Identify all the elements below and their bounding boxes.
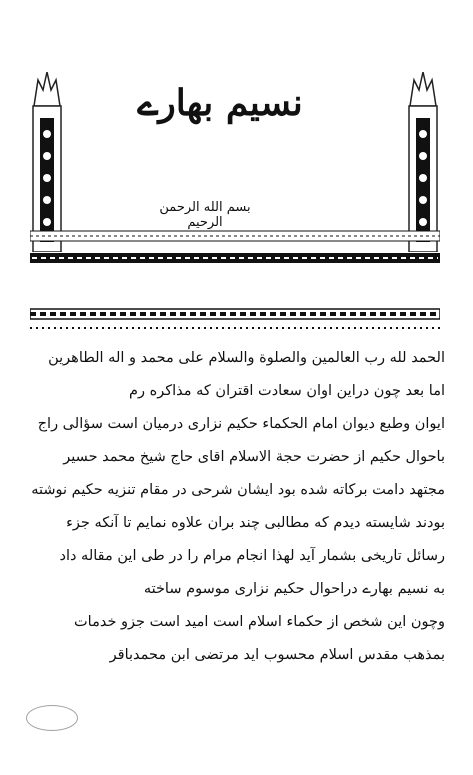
upper-decorative-band	[30, 230, 440, 242]
text-line-10: بمذهب مقدس اسلام محسوب اید مرتضی ابن محمدباقر	[109, 647, 445, 663]
left-ornamental-tower	[30, 72, 64, 252]
lower-decorative-band	[30, 308, 440, 320]
text-line-9: وچون این شخص از حکماء اسلام است امید است جزو خدمات	[74, 614, 445, 630]
text-line-5: مجتهد دامت برکاته شده بود ایشان شرحی در مقام تنزیه حکیم نوشته	[31, 482, 445, 498]
bismillah: بسم الله الرحمن الرحیم	[159, 200, 251, 230]
text-line-7: رسائل تاریخی بشمار آید لهذا انجام مرام را در طی این مقاله داد	[59, 548, 445, 564]
text-line-8: به نسیم بهارے دراحوال حکیم نزاری موسوم ساخته	[143, 581, 445, 597]
ink-stamp-mark	[26, 705, 78, 731]
text-line-1: الحمد لله رب العالمین والصلوة والسلام علی محمد و اله الطاهرین	[48, 350, 445, 366]
middle-decorative-band	[30, 252, 440, 264]
text-block	[27, 342, 445, 672]
text-line-3: ایوان وطبع دیوان امام الحکماء حکیم نزاری درمیان است سؤالی راج	[37, 416, 445, 432]
title: نسیم بهارے	[137, 82, 303, 124]
text-line-4: باحوال حکیم از حضرت حجة الاسلام اقای حاج شیخ محمد حسیر	[63, 449, 445, 465]
star-border	[30, 322, 440, 334]
text-line-6: بودند شایسته دیدم که مطالبی چند بران علاوه نمایم تا آنکه جزء	[66, 515, 445, 531]
right-ornamental-tower	[406, 72, 440, 252]
text-line-2: اما بعد چون دراین اوان سعادت اقتران که مذاکره رم	[129, 383, 445, 399]
